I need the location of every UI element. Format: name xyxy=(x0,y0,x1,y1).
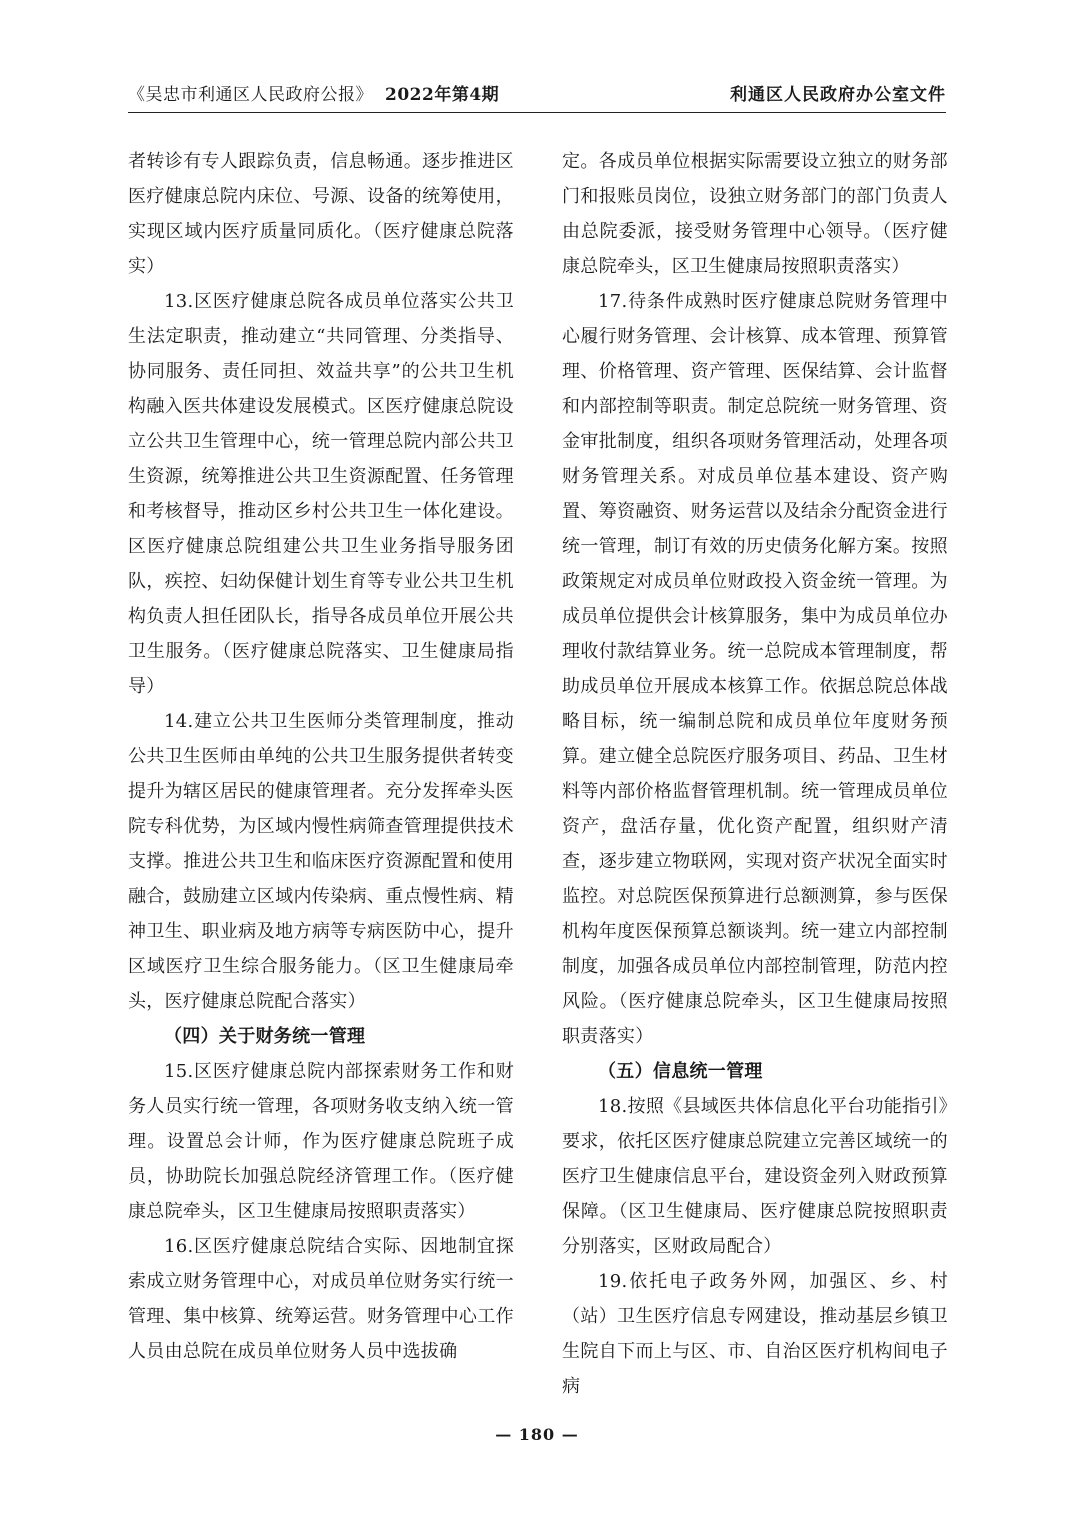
publication-name: 《吴忠市利通区人民政府公报》 xyxy=(128,85,373,105)
page-header xyxy=(128,78,946,113)
right-column xyxy=(562,144,948,1404)
paragraph-14: 14.建立公共卫生医师分类管理制度，推动公共卫生医师由单纯的公共卫生服务提供者转变提升为辖区居民的健康管理者。充分发挥牵头医院专科优势，为区域内慢性病筛查管理提供技术支撑。推进公共卫生和临床医疗资源配置和使用融合，鼓励建立区域内传染病、重点慢性病、精神卫生、职业病及地方病等专病医防中心，提升区域医疗卫生综合服务能力。（区卫生健康局牵头，医疗健康总院配合落实） xyxy=(128,711,514,1012)
left-column xyxy=(128,144,514,1369)
publication-title xyxy=(128,80,499,105)
paragraph-17: 17.待条件成熟时医疗健康总院财务管理中心履行财务管理、会计核算、成本管理、预算管理、价格管理、资产管理、医保结算、会计监督和内部控制等职责。制定总院统一财务管理、资金审批制度，组织各项财务管理活动，处理各项财务管理关系。对成员单位基本建设、资产购置、筹资融资、财务运营以及结余分配资金进行统一管理，制订有效的历史债务化解方案。按照政策规定对成员单位财政投入资金统一管理。为成员单位提供会计核算服务，集中为成员单位办理收付款结算业务。统一总院成本管理制度，帮助成员单位开展成本核算工作。依据总院总体战略目标，统一编制总院和成员单位年度财务预算。建立健全总院医疗服务项目、药品、卫生材料等内部价格监督管理机制。统一管理成员单位资产，盘活存量，优化资产配置，组织财产清查，逐步建立物联网，实现对资产状况全面实时监控。对总院医保预算进行总额测算，参与医保机构年度医保预算总额谈判。统一建立内部控制制度，加强各成员单位内部控制管理，防范内控风险。（医疗健康总院牵头，区卫生健康局按照职责落实） xyxy=(562,291,948,1047)
paragraph-19: 19.依托电子政务外网，加强区、乡、村（站）卫生医疗信息专网建设，推动基层乡镇卫生院自下而上与区、市、自治区医疗机构间电子病 xyxy=(562,1271,948,1397)
section-heading-information: （五）信息统一管理 xyxy=(598,1061,763,1082)
paragraph-18: 18.按照《县域医共体信息化平台功能指引》要求，依托区医疗健康总院建立完善区域统一的医疗卫生健康信息平台，建设资金列入财政预算保障。（区卫生健康局、医疗健康总院按照职责分别落实，区财政局配合） xyxy=(562,1096,948,1257)
section-heading-finance: （四）关于财务统一管理 xyxy=(164,1026,366,1047)
paragraph-13: 13.区医疗健康总院各成员单位落实公共卫生法定职责，推动建立“共同管理、分类指导、协同服务、责任同担、效益共享”的公共卫生机构融入医共体建设发展模式。区医疗健康总院设立公共卫生管理中心，统一管理总院内部公共卫生资源，统筹推进公共卫生资源配置、任务管理和考核督导，推动区乡村公共卫生一体化建设。区医疗健康总院组建公共卫生业务指导服务团队，疾控、妇幼保健计划生育等专业公共卫生机构负责人担任团队长，指导各成员单位开展公共卫生服务。（医疗健康总院落实、卫生健康局指导） xyxy=(128,291,514,697)
issue-number: 2022年第4期 xyxy=(385,85,500,105)
paragraph-16: 16.区医疗健康总院结合实际、因地制宜探索成立财务管理中心，对成员单位财务实行统一管理、集中核算、统筹运营。财务管理中心工作人员由总院在成员单位财务人员中选拔确 xyxy=(128,1236,514,1362)
office-label: 利通区人民政府办公室文件 xyxy=(730,85,946,105)
paragraph-continuation: 者转诊有专人跟踪负责，信息畅通。逐步推进区医疗健康总院内床位、号源、设备的统筹使用，实现区域内医疗质量同质化。（医疗健康总院落实） xyxy=(128,151,514,277)
page-number: — 180 — xyxy=(495,1425,579,1444)
paragraph-15: 15.区医疗健康总院内部探索财务工作和财务人员实行统一管理，各项财务收支纳入统一管理。设置总会计师，作为医疗健康总院班子成员，协助院长加强总院经济管理工作。（医疗健康总院牵头，区卫生健康局按照职责落实） xyxy=(128,1061,514,1222)
paragraph-continuation: 定。各成员单位根据实际需要设立独立的财务部门和报账员岗位，设独立财务部门的部门负责人由总院委派，接受财务管理中心领导。（医疗健康总院牵头，区卫生健康局按照职责落实） xyxy=(562,151,948,277)
